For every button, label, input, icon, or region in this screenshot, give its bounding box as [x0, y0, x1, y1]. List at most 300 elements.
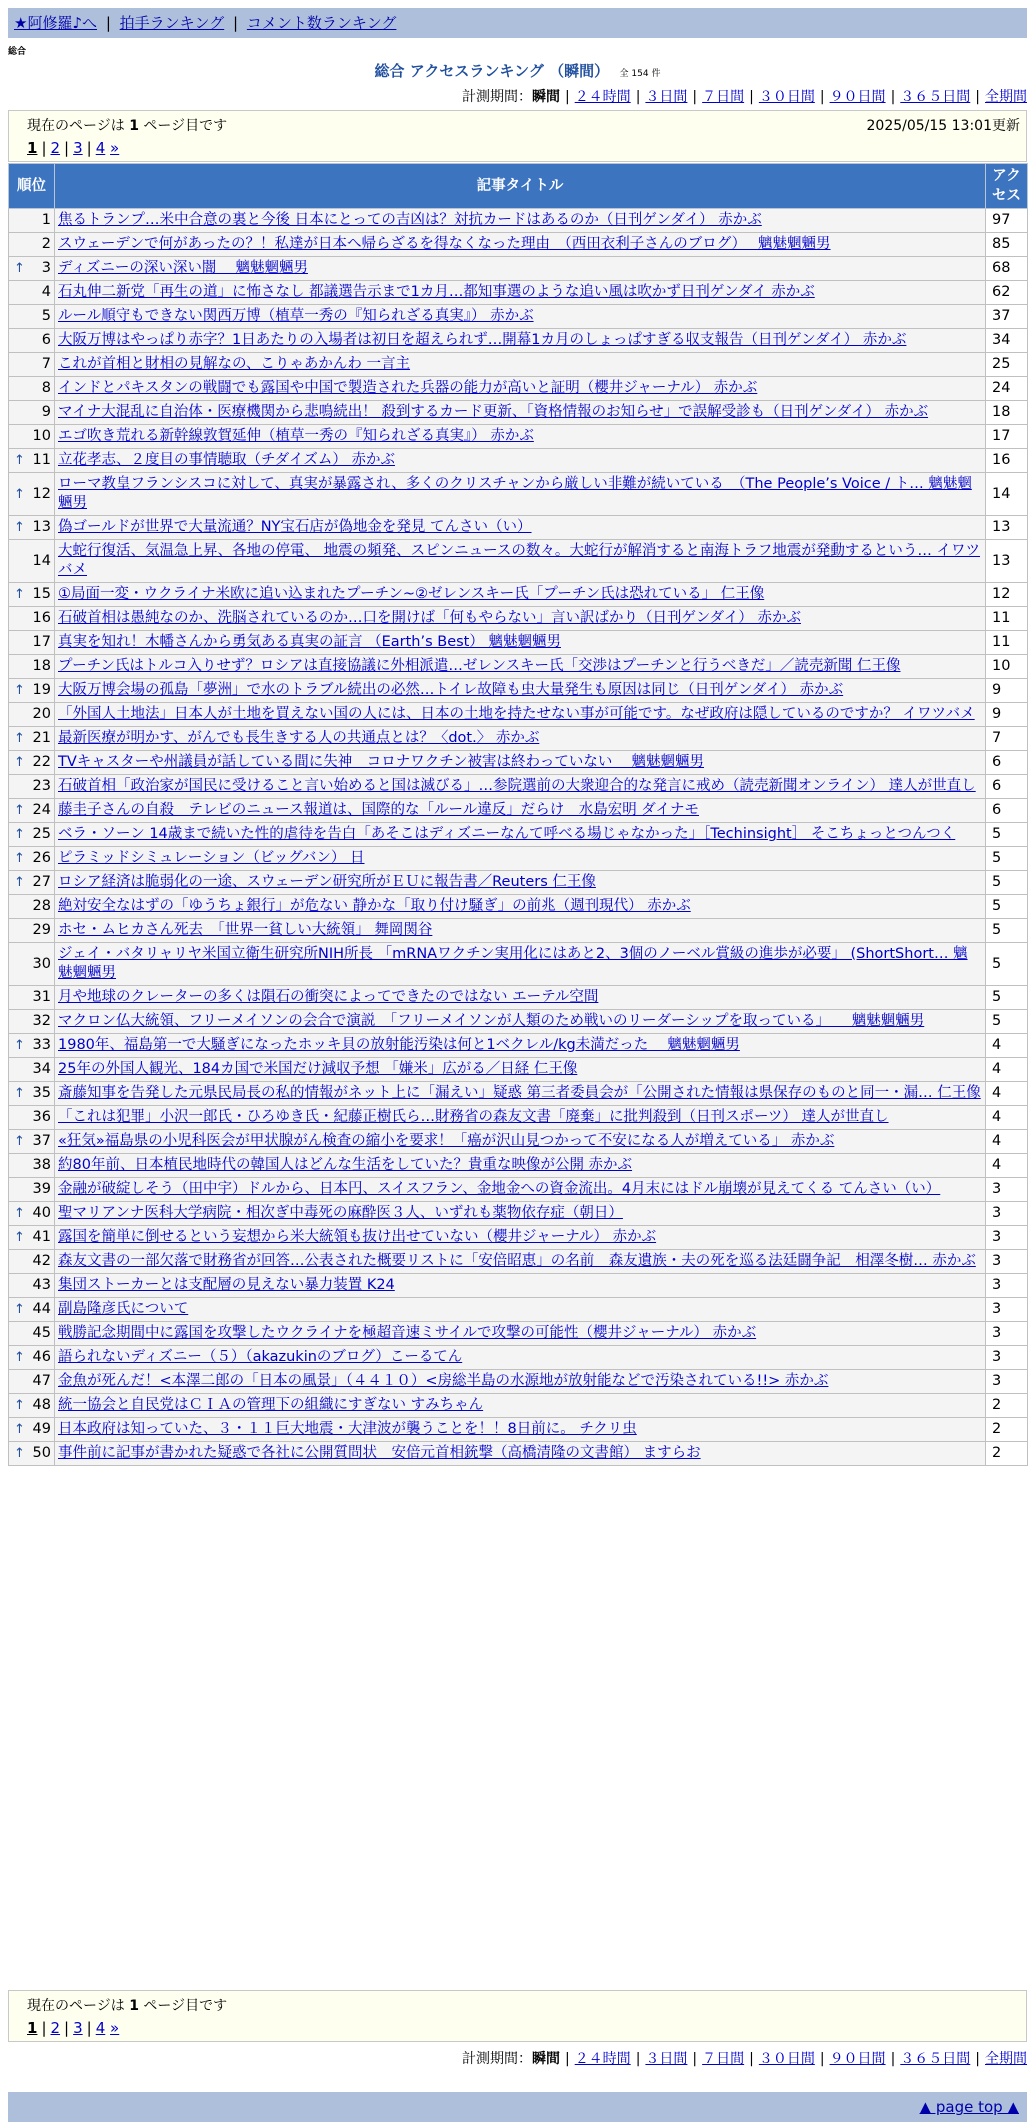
period-separator: | [749, 2051, 754, 2067]
access-count: 9 [986, 703, 1028, 727]
current-page-number: 1 [129, 118, 139, 134]
pager-page-link[interactable]: 2 [50, 2019, 61, 2037]
title-cell [55, 1082, 986, 1106]
article-link[interactable]: マクロン仏大統領、フリーメイソンの会合で演説 「フリーメイソンが人類のため戦いのリーダーシップを取っている」 魑魅魍魎男 [58, 1013, 925, 1029]
article-link[interactable]: 偽ゴールドが世界で大量流通？NY宝石店が偽地金を発見 てんさい（い） [58, 519, 532, 535]
article-link[interactable]: これが首相と財相の見解なの、こりゃあかんわ 一言主 [58, 356, 411, 372]
period-current: 瞬間 [531, 2051, 560, 2067]
rank-number: 40 [32, 1205, 51, 1221]
access-count: 3 [986, 1346, 1028, 1370]
article-link[interactable]: 立花孝志、２度目の事情聴取（チダイズム） 赤かぶ [58, 452, 395, 468]
pager-current-page: 1 [27, 2019, 38, 2037]
access-count: 4 [986, 1130, 1028, 1154]
rank-number: 43 [32, 1277, 51, 1293]
title-cell [55, 233, 986, 257]
article-link[interactable]: ベラ・ソーン 14歳まで続いた性的虐待を告白「あそこはディズニーなんて呼べる場じゃなかった」［Techinsight］ そこちょっとつんつく [58, 826, 956, 842]
rank-cell [9, 209, 55, 233]
access-count: 3 [986, 1178, 1028, 1202]
title-cell [55, 583, 986, 607]
period-link[interactable]: ７日間 [702, 89, 745, 105]
page-title: 総合 アクセスランキング （瞬間） [374, 62, 610, 80]
access-count: 3 [986, 1226, 1028, 1250]
pager-page-link[interactable]: 2 [50, 139, 61, 157]
title-cell [55, 281, 986, 305]
rank-number: 17 [32, 634, 51, 650]
rank-number: 44 [32, 1301, 51, 1317]
title-cell [55, 895, 986, 919]
article-link[interactable]: 藤圭子さんの自殺 テレビのニュース報道は、国際的な「ルール違反」だらけ 水島宏明 ダイナモ [58, 802, 700, 818]
access-count: 6 [986, 775, 1028, 799]
title-cell [55, 377, 986, 401]
title-cell [55, 1370, 986, 1394]
period-separator: | [749, 89, 754, 105]
access-count: 6 [986, 799, 1028, 823]
article-link[interactable]: 石丸伸二新党「再生の道」に怖さなし 都議選告示まで1カ月…都知事選のような追い風は吹かず日刊ゲンダイ 赤かぶ [58, 284, 815, 300]
article-link[interactable]: 1980年、福島第一で大騒ぎになったホッキ貝の放射能汚染は何と1ベクレル/kg未満だった 魑魅魍魎男 [58, 1037, 740, 1053]
title-cell [55, 1130, 986, 1154]
period-label: 計測期間： [461, 89, 532, 105]
table-row [9, 257, 1028, 281]
rank-cell [9, 919, 55, 943]
period-separator: | [564, 89, 570, 105]
footer-bar [8, 2092, 1027, 2122]
rank-number: 37 [32, 1133, 51, 1149]
article-link[interactable]: 石破首相「政治家が国民に受けること言い始めると国は滅びる」…参院選前の大衆迎合的な発言に戒め（読売新聞オンライン） 達人が世直し [58, 778, 976, 794]
rank-cell [9, 281, 55, 305]
nav-separator: | [233, 14, 239, 32]
rank-cell [9, 449, 55, 473]
rank-cell [9, 751, 55, 775]
pager-separator: | [86, 2019, 92, 2037]
rank-cell [9, 679, 55, 703]
rank-number: 29 [32, 922, 51, 938]
title-cell [55, 751, 986, 775]
article-link[interactable]: 大阪万博会場の孤島「夢洲」で水のトラブル続出の必然…トイレ故障も虫大量発生も原因は同じ（日刊ゲンダイ） 赤かぶ [58, 682, 844, 698]
arrow-up-icon: ↑ [14, 803, 25, 818]
page-info-prefix: 現在のページは [27, 1998, 125, 2014]
rank-number: 19 [32, 682, 51, 698]
title-cell [55, 1106, 986, 1130]
rank-number: 21 [32, 730, 51, 746]
table-header-row [9, 164, 1028, 209]
period-separator: | [692, 2051, 698, 2067]
table-row [9, 377, 1028, 401]
pager-next-link[interactable]: » [110, 2019, 120, 2037]
article-link[interactable]: 露国を簡単に倒せるという妄想から米大統領も抜け出せていない（櫻井ジャーナル） 赤かぶ [58, 1229, 657, 1245]
article-link[interactable]: 約80年前、日本植民地時代の韓国人はどんな生活をしていた？貴重な映像が公開 赤かぶ [58, 1157, 633, 1173]
article-link[interactable]: 森友文書の一部欠落で財務省が回答…公表された概要リストに「安倍昭恵」の名前 森友遺族・夫の死を巡る法廷闘争記 相澤冬樹… 赤かぶ [58, 1253, 976, 1269]
access-count: 68 [986, 257, 1028, 281]
arrow-up-icon: ↑ [14, 486, 25, 502]
period-separator: | [975, 89, 980, 105]
period-separator: | [890, 2051, 896, 2067]
arrow-up-icon: ↑ [14, 1422, 25, 1437]
rank-number: 45 [32, 1325, 51, 1341]
pager-top [27, 139, 1008, 157]
rank-cell [9, 1034, 55, 1058]
title-cell [55, 1034, 986, 1058]
title-cell [55, 775, 986, 799]
title-cell [55, 1274, 986, 1298]
rank-number: 28 [32, 898, 51, 914]
access-count: 5 [986, 823, 1028, 847]
rank-number: 13 [32, 519, 51, 535]
article-link[interactable]: ピラミッドシミュレーション（ビッグバン） 日 [58, 850, 365, 866]
table-row [9, 305, 1028, 329]
table-row [9, 1106, 1028, 1130]
applause-ranking-link[interactable]: 拍手ランキング [119, 14, 225, 32]
article-link[interactable]: 大阪万博はやっぱり赤字？1日あたりの入場者は初日を超えられず…開幕1カ月のしょっぱすぎる収支報告（日刊ゲンダイ） 赤かぶ [58, 332, 907, 348]
access-count: 3 [986, 1322, 1028, 1346]
rank-number: 42 [32, 1253, 51, 1269]
rank-cell [9, 516, 55, 540]
table-row [9, 943, 1028, 986]
period-link[interactable]: ３０日間 [758, 2051, 815, 2067]
comment-ranking-link[interactable]: コメント数ランキング [246, 14, 397, 32]
period-separator: | [819, 2051, 825, 2067]
table-row [9, 425, 1028, 449]
access-count: 37 [986, 305, 1028, 329]
article-link[interactable]: エゴ吹き荒れる新幹線敦賀延伸（植草一秀の『知られざる真実』） 赤かぶ [58, 428, 534, 444]
page-info-prefix: 現在のページは [27, 118, 125, 134]
category-label: 総合 [8, 47, 27, 57]
rank-cell [9, 257, 55, 281]
title-cell [55, 1010, 986, 1034]
rank-cell [9, 1418, 55, 1442]
rank-number: 38 [32, 1157, 51, 1173]
table-row [9, 1346, 1028, 1370]
period-link[interactable]: 全期間 [985, 89, 1027, 105]
table-row [9, 1274, 1028, 1298]
title-cell [55, 1298, 986, 1322]
article-link[interactable]: インドとパキスタンの戦闘でも露国や中国で製造された兵器の能力が高いと証明（櫻井ジャーナル） 赤かぶ [58, 380, 758, 396]
pager-page-link[interactable]: 3 [73, 2019, 83, 2037]
rank-number: 31 [32, 989, 51, 1005]
period-link[interactable]: ２４時間 [574, 89, 631, 105]
access-count: 4 [986, 1154, 1028, 1178]
period-link[interactable]: ３日間 [645, 2051, 688, 2067]
arrow-up-icon: ↑ [14, 731, 25, 746]
rank-cell [9, 1106, 55, 1130]
title-cell [55, 1226, 986, 1250]
article-link[interactable]: 日本政府は知っていた、３・１１巨大地震・大津波が襲うことを！！8日前に。 チクリ虫 [58, 1421, 637, 1437]
rank-cell [9, 655, 55, 679]
table-row [9, 775, 1028, 799]
access-count: 62 [986, 281, 1028, 305]
rank-number: 36 [32, 1109, 51, 1125]
access-count: 5 [986, 847, 1028, 871]
title-cell [55, 305, 986, 329]
title-cell [55, 257, 986, 281]
pager-next-link[interactable]: » [110, 139, 120, 157]
arrow-up-icon: ↑ [14, 851, 25, 866]
table-row [9, 1082, 1028, 1106]
period-link[interactable]: ９０日間 [829, 2051, 886, 2067]
article-link[interactable]: 「これは犯罪」小沢一郎氏・ひろゆき氏・紀藤正樹氏ら…財務省の森友文書「廃棄」に批判殺到（日刊スポーツ） 達人が世直し [58, 1109, 889, 1125]
access-count: 4 [986, 1034, 1028, 1058]
arrow-up-icon: ↑ [14, 683, 25, 698]
title-cell [55, 209, 986, 233]
article-link[interactable]: ルール順守もできない関西万博（植草一秀の『知られざる真実』） 赤かぶ [58, 308, 534, 324]
rank-number: 2 [41, 236, 51, 252]
table-row [9, 1154, 1028, 1178]
rank-cell [9, 1370, 55, 1394]
period-link[interactable]: ３６５日間 [900, 2051, 971, 2067]
period-separator: | [635, 89, 641, 105]
pager-current-page: 1 [27, 139, 38, 157]
table-row [9, 353, 1028, 377]
rank-cell [9, 1298, 55, 1322]
pager-page-link[interactable]: 4 [95, 2019, 106, 2037]
page-top-link[interactable]: ▲ page top ▲ [919, 2098, 1019, 2116]
access-count: 4 [986, 1106, 1028, 1130]
rank-cell [9, 775, 55, 799]
rank-cell [9, 353, 55, 377]
current-page-number: 1 [129, 1998, 139, 2014]
article-link[interactable]: マイナ大混乱に自治体・医療機関から悲鳴続出！ 殺到するカード更新、「資格情報のお知らせ」で誤解受診も（日刊ゲンダイ） 赤かぶ [58, 404, 929, 420]
access-count: 3 [986, 1298, 1028, 1322]
article-link[interactable]: 月や地球のクレーターの多くは隕石の衝突によってできたのではない エーテル空間 [58, 989, 599, 1005]
rank-number: 46 [32, 1349, 51, 1365]
rank-cell [9, 233, 55, 257]
period-current: 瞬間 [531, 89, 560, 105]
access-count: 7 [986, 727, 1028, 751]
pager-bottom [27, 2019, 1008, 2037]
period-link[interactable]: ９０日間 [829, 89, 886, 105]
table-row [9, 1442, 1028, 1466]
table-row [9, 401, 1028, 425]
arrow-up-icon: ↑ [14, 261, 25, 276]
table-row [9, 473, 1028, 516]
table-row [9, 1418, 1028, 1442]
title-cell [55, 1418, 986, 1442]
period-separator: | [819, 89, 825, 105]
period-separator: | [564, 2051, 570, 2067]
article-link[interactable]: 焦るトランプ…米中合意の裏と今後 日本にとっての吉凶は？対抗カードはあるのか（日刊ゲンダイ） 赤かぶ [58, 212, 762, 228]
access-count: 5 [986, 871, 1028, 895]
home-link[interactable]: ★阿修羅♪へ [14, 14, 98, 32]
article-link[interactable]: 「外国人土地法」日本人が土地を買えない国の人には、日本の土地を持たせない事が可能です。なぜ政府は隠しているのですか？ イワツバメ [58, 706, 975, 722]
pager-page-link[interactable]: 3 [73, 139, 83, 157]
pager-separator: | [64, 139, 70, 157]
rank-number: 7 [41, 356, 51, 372]
table-row [9, 1034, 1028, 1058]
period-link[interactable]: 全期間 [985, 2051, 1027, 2067]
access-count: 85 [986, 233, 1028, 257]
rank-number: 47 [32, 1373, 51, 1389]
rank-column-header: 順位 [9, 164, 55, 209]
period-separator: | [692, 89, 698, 105]
arrow-up-icon: ↑ [14, 1446, 25, 1461]
table-row [9, 1058, 1028, 1082]
rank-number: 15 [32, 586, 51, 602]
article-link[interactable]: 金融が破綻しそう（田中宇）ドルから、日本円、スイスフラン、金地金への資金流出。4月末にはドル崩壊が見えてくる てんさい（い） [58, 1181, 941, 1197]
rank-number: 30 [32, 955, 51, 972]
access-count: 97 [986, 209, 1028, 233]
arrow-up-icon: ↑ [14, 453, 25, 468]
rank-cell [9, 583, 55, 607]
period-link[interactable]: ３６５日間 [900, 89, 971, 105]
article-link[interactable]: 絶対安全なはずの「ゆうちょ銀行」が危ない 静かな「取り付け騒ぎ」の前兆（週刊現代） 赤かぶ [58, 898, 691, 914]
access-count: 24 [986, 377, 1028, 401]
rank-number: 48 [32, 1397, 51, 1413]
rank-number: 25 [32, 826, 51, 842]
article-link[interactable]: 副島隆彦氏について [58, 1301, 189, 1317]
rank-number: 9 [41, 404, 51, 420]
article-link[interactable]: 統一協会と自民党はＣＩＡの管理下の組織にすぎない すみちゃん [58, 1397, 484, 1413]
table-row [9, 1322, 1028, 1346]
table-row [9, 1010, 1028, 1034]
title-cell [55, 823, 986, 847]
arrow-up-icon: ↑ [14, 587, 25, 602]
period-link[interactable]: ２４時間 [574, 2051, 631, 2067]
table-row [9, 751, 1028, 775]
rank-cell [9, 1250, 55, 1274]
rank-number: 5 [41, 308, 51, 324]
rank-cell [9, 607, 55, 631]
article-link[interactable]: 金魚が死んだ！<本澤二郎の「日本の風景」（４４１０）<房総半島の水源地が放射能などで汚染されている!!> 赤かぶ [58, 1373, 829, 1389]
rank-cell [9, 1394, 55, 1418]
period-selector-top [462, 86, 1027, 106]
article-link[interactable]: 事件前に記事が書かれた疑惑で各社に公開質問状 安倍元首相銃撃（高橋清隆の文書館） ますらお [58, 1445, 701, 1461]
period-separator: | [975, 2051, 980, 2067]
article-link[interactable]: ①局面一変・ウクライナ米欧に追い込まれたプーチン~②ゼレンスキー氏「プーチン氏は恐れている」 仁王像 [58, 586, 765, 602]
article-link[interactable]: ロシア経済は脆弱化の一途、スウェーデン研究所がＥＵに報告書／Reuters 仁王像 [58, 874, 596, 890]
rank-number: 32 [32, 1013, 51, 1029]
table-row [9, 871, 1028, 895]
rank-number: 27 [32, 874, 51, 890]
rank-number: 41 [32, 1229, 51, 1245]
article-link[interactable]: 集団ストーカーとは支配層の見えない暴力装置 K24 [58, 1277, 395, 1293]
table-row [9, 1370, 1028, 1394]
access-count: 11 [986, 631, 1028, 655]
arrow-up-icon: ↑ [14, 1134, 25, 1149]
arrow-up-icon: ↑ [14, 755, 25, 770]
table-row [9, 329, 1028, 353]
table-row [9, 1298, 1028, 1322]
rank-cell [9, 473, 55, 516]
title-cell [55, 1202, 986, 1226]
article-link[interactable]: 石破首相は愚純なのか、洗脳されているのか…口を開けば「何もやらない」言い訳ばかり（日刊ゲンダイ） 赤かぶ [58, 610, 801, 626]
rank-number: 11 [32, 452, 51, 468]
article-link[interactable]: «狂気»福島県の小児科医会が甲状腺がん検査の縮小を要求！「癌が沢山見つかって不安になる人が増えている」 赤かぶ [58, 1133, 835, 1149]
rank-cell [9, 1346, 55, 1370]
rank-cell [9, 305, 55, 329]
rank-cell [9, 540, 55, 583]
arrow-up-icon: ↑ [14, 827, 25, 842]
arrow-up-icon: ↑ [14, 875, 25, 890]
table-row [9, 655, 1028, 679]
rank-number: 10 [32, 428, 51, 444]
access-count: 34 [986, 329, 1028, 353]
rank-number: 49 [32, 1421, 51, 1437]
rank-cell [9, 1058, 55, 1082]
table-row [9, 233, 1028, 257]
period-selector-bottom [462, 2048, 1027, 2068]
ranking-heading [0, 60, 1035, 81]
rank-number: 33 [32, 1037, 51, 1053]
article-link[interactable]: 語られないディズニー（５）（akazukinのブログ）こーるてん [58, 1349, 463, 1365]
article-link[interactable]: TVキャスターや州議員が話している間に失神 コロナワクチン被害は終わっていない 魑魅魍魎男 [58, 754, 705, 770]
access-count: 4 [986, 1082, 1028, 1106]
article-link[interactable]: 戦勝記念期間中に露国を攻撃したウクライナを極超音速ミサイルで攻撃の可能性（櫻井ジャーナル） 赤かぶ [58, 1325, 757, 1341]
table-row [9, 1130, 1028, 1154]
access-count: 18 [986, 401, 1028, 425]
access-count: 11 [986, 607, 1028, 631]
rank-number: 39 [32, 1181, 51, 1197]
article-link[interactable]: ディズニーの深い深い闇 魑魅魍魎男 [58, 260, 308, 276]
rank-number: 6 [41, 332, 51, 348]
title-cell [55, 919, 986, 943]
title-cell [55, 473, 986, 516]
rank-number: 8 [41, 380, 51, 396]
title-column-header: 記事タイトル [55, 164, 986, 209]
title-cell [55, 703, 986, 727]
rank-number: 26 [32, 850, 51, 866]
access-count: 5 [986, 986, 1028, 1010]
access-count: 3 [986, 1202, 1028, 1226]
article-link[interactable]: 大蛇行復活、気温急上昇、各地の停電、 地震の頻発、スピンニュースの数々。大蛇行が解消すると南海トラフ地震が発動するという… イワツバメ [58, 543, 980, 578]
article-link[interactable]: ローマ教皇フランシスコに対して、真実が暴露され、多くのクリスチャンから厳しい非難が続いている （The People’s Voice / ト… 魑魅魍魎男 [58, 476, 972, 511]
arrow-up-icon: ↑ [14, 1230, 25, 1245]
pager-page-link[interactable]: 4 [95, 139, 106, 157]
access-count: 12 [986, 583, 1028, 607]
arrow-up-icon: ↑ [14, 1302, 25, 1317]
article-link[interactable]: 25年の外国人観光、184カ国で米国だけ減収予想 「嫌米」広がる／日経 仁王像 [58, 1061, 578, 1077]
title-cell [55, 679, 986, 703]
article-link[interactable]: 斎藤知事を告発した元県民局長の私的情報がネット上に「漏えい」疑惑 第三者委員会が「公開された情報は県保存のものと同一・漏… 仁王像 [58, 1085, 981, 1101]
rank-number: 23 [32, 778, 51, 794]
article-link[interactable]: ホセ・ムヒカさん死去 「世界一貧しい大統領」 舞岡関谷 [58, 922, 433, 938]
table-row [9, 516, 1028, 540]
arrow-up-icon: ↑ [14, 1206, 25, 1221]
table-row [9, 895, 1028, 919]
title-cell [55, 1178, 986, 1202]
title-cell [55, 1442, 986, 1466]
rank-number: 18 [32, 658, 51, 674]
period-label: 計測期間： [461, 2051, 532, 2067]
period-separator: | [635, 2051, 641, 2067]
access-count: 13 [986, 516, 1028, 540]
article-link[interactable]: プーチン氏はトルコ入りせず？ロシアは直接協議に外相派遣…ゼレンスキー氏「交渉はプーチンと行うべきだ」／読売新聞 仁王像 [58, 658, 901, 674]
access-count: 14 [986, 473, 1028, 516]
title-cell [55, 943, 986, 986]
pager-separator: | [41, 139, 47, 157]
article-link[interactable]: 聖マリアンナ医科大学病院・相次ぎ中毒死の麻酔医３人、いずれも薬物依存症（朝日） [58, 1205, 623, 1221]
period-link[interactable]: ７日間 [702, 2051, 745, 2067]
article-link[interactable]: スウェーデンで何があったの？！私達が日本へ帰らざるを得なくなった理由 （西田衣利子さんのブログ） 魑魅魍魎男 [58, 236, 831, 252]
rank-cell [9, 425, 55, 449]
title-cell [55, 1250, 986, 1274]
access-count: 6 [986, 751, 1028, 775]
period-link[interactable]: ３０日間 [758, 89, 815, 105]
article-link[interactable]: 真実を知れ！木幡さんから勇気ある真実の証言 （Earth’s Best） 魑魅魍魎男 [58, 634, 561, 650]
article-link[interactable]: ジェイ・バタリャリヤ米国立衛生研究所NIH所長 「mRNAワクチン実用化にはあと2、3個のノーベル賞級の進歩が必要」 (ShortShort… 魑魅魍魎男 [58, 946, 968, 981]
pager-separator: | [64, 2019, 70, 2037]
title-cell [55, 871, 986, 895]
access-count: 5 [986, 1010, 1028, 1034]
article-link[interactable]: 最新医療が明かす、がんでも長生きする人の共通点とは？〈dot.〉 赤かぶ [58, 730, 540, 746]
table-row [9, 919, 1028, 943]
rank-cell [9, 401, 55, 425]
pager-separator: | [41, 2019, 47, 2037]
rank-cell [9, 895, 55, 919]
period-link[interactable]: ３日間 [645, 89, 688, 105]
table-row [9, 823, 1028, 847]
table-row [9, 1250, 1028, 1274]
access-count: 3 [986, 1250, 1028, 1274]
title-cell [55, 799, 986, 823]
